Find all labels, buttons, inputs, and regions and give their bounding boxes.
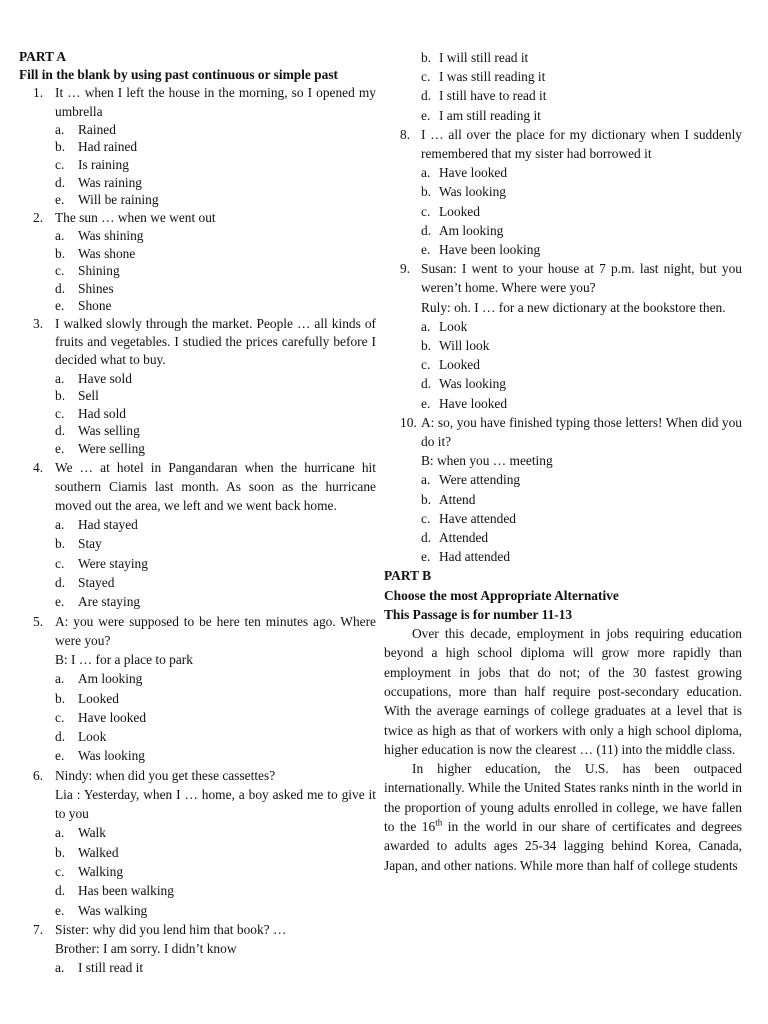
ordinal-superscript: th bbox=[435, 817, 443, 828]
option-text: Was shining bbox=[78, 227, 144, 243]
option-letter: a. bbox=[55, 227, 65, 243]
answer-option[interactable] bbox=[19, 405, 376, 423]
question-number: 2. bbox=[33, 209, 44, 225]
answer-option[interactable] bbox=[19, 121, 376, 139]
question-3 bbox=[19, 315, 376, 370]
question-text: The sun … when we went out bbox=[55, 209, 216, 225]
answer-option[interactable] bbox=[19, 262, 376, 280]
answer-option[interactable] bbox=[19, 669, 376, 688]
option-letter: d. bbox=[55, 575, 66, 591]
part-b-heading: PART B bbox=[384, 568, 432, 584]
option-text: Am looking bbox=[78, 671, 143, 687]
option-letter: a. bbox=[55, 517, 65, 533]
option-text: Have looked bbox=[439, 395, 508, 411]
option-text: Shining bbox=[78, 263, 120, 279]
left-question-list bbox=[19, 84, 376, 977]
option-letter: b. bbox=[55, 536, 66, 552]
option-text: Have looked bbox=[439, 165, 508, 181]
option-letter: c. bbox=[55, 709, 65, 725]
answer-option[interactable] bbox=[384, 394, 742, 413]
question-text: A: so, you have finished typing those letters! When did you do it? bbox=[421, 414, 742, 450]
question-2 bbox=[19, 209, 376, 227]
answer-option[interactable] bbox=[384, 374, 742, 393]
question-10 bbox=[384, 413, 742, 471]
option-text: Were selling bbox=[78, 440, 145, 456]
question-text: I … all over the place for my dictionary when I suddenly remembered that my sister had borrowed it bbox=[421, 126, 742, 162]
left-column bbox=[19, 48, 376, 978]
answer-option[interactable] bbox=[384, 86, 742, 105]
option-text: Was looking bbox=[439, 376, 506, 392]
question-number: 5. bbox=[33, 613, 44, 629]
option-letter: a. bbox=[421, 318, 431, 334]
option-letter: a. bbox=[55, 671, 65, 687]
question-number: 6. bbox=[33, 767, 44, 783]
option-text: Looked bbox=[439, 203, 480, 219]
question-5 bbox=[19, 612, 376, 670]
option-text: Was looking bbox=[78, 748, 145, 764]
option-text: Were staying bbox=[78, 555, 148, 571]
question-4 bbox=[19, 458, 376, 516]
answer-option[interactable] bbox=[19, 191, 376, 209]
answer-option[interactable] bbox=[19, 958, 376, 977]
option-text: I was still reading it bbox=[439, 69, 546, 85]
answer-option[interactable] bbox=[384, 355, 742, 374]
option-text: Stay bbox=[78, 536, 102, 552]
option-letter: b. bbox=[421, 184, 432, 200]
answer-option[interactable] bbox=[384, 509, 742, 528]
option-letter: b. bbox=[55, 245, 66, 261]
question-text-2: B: when you … meeting bbox=[421, 453, 553, 469]
answer-option[interactable] bbox=[384, 182, 742, 201]
option-text: Looked bbox=[439, 357, 480, 373]
q7-continued-options bbox=[384, 48, 742, 125]
answer-option[interactable] bbox=[19, 370, 376, 388]
right-column bbox=[384, 48, 742, 875]
question-text: A: you were supposed to be here ten minutes ago. Where were you? bbox=[55, 613, 376, 648]
option-text: Rained bbox=[78, 121, 116, 137]
option-letter: d. bbox=[55, 280, 66, 296]
option-text: Was selling bbox=[78, 423, 140, 439]
option-letter: b. bbox=[55, 844, 66, 860]
option-letter: d. bbox=[421, 88, 432, 104]
question-1 bbox=[19, 84, 376, 120]
question-9 bbox=[384, 259, 742, 317]
answer-option[interactable] bbox=[384, 221, 742, 240]
option-letter: e. bbox=[55, 748, 65, 764]
question-text: It … when I left the house in the morning, so I opened my umbrella bbox=[55, 85, 376, 119]
option-letter: c. bbox=[55, 263, 65, 279]
option-letter: a. bbox=[55, 370, 65, 386]
option-letter: e. bbox=[55, 298, 65, 314]
answer-option[interactable] bbox=[384, 106, 742, 125]
option-letter: b. bbox=[421, 338, 432, 354]
option-text: Have sold bbox=[78, 370, 132, 386]
option-letter: d. bbox=[55, 174, 66, 190]
option-text: Will be raining bbox=[78, 192, 159, 208]
option-text: Looked bbox=[78, 690, 119, 706]
answer-option[interactable] bbox=[19, 901, 376, 920]
option-letter: d. bbox=[421, 376, 432, 392]
question-number: 8. bbox=[400, 126, 411, 142]
option-letter: c. bbox=[421, 69, 431, 85]
answer-option[interactable] bbox=[19, 746, 376, 765]
option-letter: d. bbox=[55, 729, 66, 745]
answer-option[interactable] bbox=[19, 534, 376, 553]
option-letter: c. bbox=[55, 863, 65, 879]
question-text: We … at hotel in Pangandaran when the hurricane hit southern Ciamis last month. As soon as the hurricane moved out the area, we left and we went back home. bbox=[55, 459, 376, 513]
answer-option[interactable] bbox=[19, 727, 376, 746]
question-text: Nindy: when did you get these cassettes? bbox=[55, 767, 276, 783]
right-question-list bbox=[384, 125, 742, 567]
option-letter: d. bbox=[55, 423, 66, 439]
option-letter: e. bbox=[55, 440, 65, 456]
paragraph-2-part-b: in the world in our share of certificates and degrees awarded to adults ages 25-34 lagging behind Korea, Canada, Japan, and other nations. While more than half of college students bbox=[384, 819, 742, 873]
option-letter: a. bbox=[421, 472, 431, 488]
question-text-2: Ruly: oh. I … for a new dictionary at the bookstore then. bbox=[421, 299, 726, 315]
option-letter: a. bbox=[421, 165, 431, 181]
answer-option[interactable] bbox=[19, 174, 376, 192]
answer-option[interactable] bbox=[19, 245, 376, 263]
option-text: Look bbox=[439, 318, 468, 334]
answer-option[interactable] bbox=[19, 554, 376, 573]
option-letter: b. bbox=[421, 50, 432, 65]
answer-option[interactable] bbox=[384, 48, 742, 67]
option-text: I still have to read it bbox=[439, 88, 547, 104]
option-letter: b. bbox=[55, 690, 66, 706]
option-text: Had sold bbox=[78, 405, 126, 421]
answer-option[interactable] bbox=[19, 823, 376, 842]
option-text: Is raining bbox=[78, 157, 129, 172]
answer-option[interactable] bbox=[19, 422, 376, 440]
question-6 bbox=[19, 766, 376, 824]
option-letter: c. bbox=[55, 157, 65, 172]
answer-option[interactable] bbox=[19, 592, 376, 611]
answer-option[interactable] bbox=[384, 547, 742, 566]
question-7 bbox=[19, 920, 376, 958]
answer-option[interactable] bbox=[19, 689, 376, 708]
question-text: Susan: I went to your house at 7 p.m. last night, but you weren’t home. Where were you? bbox=[421, 261, 742, 296]
passage-paragraph-2 bbox=[384, 759, 742, 875]
option-text: I am still reading it bbox=[439, 107, 541, 123]
answer-option[interactable] bbox=[19, 843, 376, 862]
option-letter: e. bbox=[421, 242, 431, 258]
option-text: Will look bbox=[439, 338, 490, 354]
option-letter: c. bbox=[421, 510, 431, 526]
option-text: Attended bbox=[439, 530, 489, 546]
answer-option[interactable] bbox=[19, 138, 376, 156]
answer-option[interactable] bbox=[384, 336, 742, 355]
question-text: Sister: why did you lend him that book? … bbox=[55, 921, 287, 937]
answer-option[interactable] bbox=[19, 440, 376, 458]
passage-label: This Passage is for number 11-13 bbox=[384, 606, 573, 622]
answer-option[interactable] bbox=[384, 528, 742, 547]
option-letter: b. bbox=[55, 388, 66, 404]
answer-option[interactable] bbox=[19, 280, 376, 298]
option-text: Was shone bbox=[78, 245, 136, 261]
option-letter: e. bbox=[55, 192, 65, 208]
question-number: 1. bbox=[33, 85, 44, 101]
question-text-2: B: I … for a place to park bbox=[55, 652, 193, 668]
option-letter: e. bbox=[421, 549, 431, 565]
part-a-heading: PART A bbox=[19, 49, 67, 64]
option-text: I will still read it bbox=[439, 50, 529, 65]
option-text: Are staying bbox=[78, 594, 141, 610]
answer-option[interactable] bbox=[19, 387, 376, 405]
paragraph-2-part-a: In higher education, the U.S. has been outpaced internationally. While the United States ranks ninth in the world in the proportion of young adults enrolled in college, we have fallen to the 16 bbox=[384, 761, 742, 835]
passage-paragraph-1: Over this decade, employment in jobs requiring education beyond a high school diploma will grow more rapidly than employment in jobs that do not; of the 30 fastest growing occupations, more than half require post-secondary education. With the average earnings of college graduates at a level that is twice as high as that of workers with only a high school diploma, higher education is now the clearest … (11) into the middle class. bbox=[384, 626, 742, 757]
question-text-2: Lia : Yesterday, when I … home, a boy asked me to give it to you bbox=[55, 786, 376, 822]
option-text: I still read it bbox=[78, 960, 144, 976]
question-number: 10. bbox=[400, 414, 417, 430]
answer-option[interactable] bbox=[384, 317, 742, 336]
option-text: Had rained bbox=[78, 139, 138, 155]
answer-option[interactable] bbox=[19, 515, 376, 534]
option-letter: b. bbox=[55, 139, 66, 155]
option-letter: d. bbox=[421, 530, 432, 546]
answer-option[interactable] bbox=[384, 202, 742, 221]
part-b-instruction: Choose the most Appropriate Alternative bbox=[384, 587, 619, 603]
option-text: Am looking bbox=[439, 222, 504, 238]
option-letter: c. bbox=[421, 203, 431, 219]
option-letter: c. bbox=[55, 405, 65, 421]
option-text: Walking bbox=[78, 863, 124, 879]
question-number: 9. bbox=[400, 261, 411, 277]
option-text: Stayed bbox=[78, 575, 115, 591]
answer-option[interactable] bbox=[384, 67, 742, 86]
answer-option[interactable] bbox=[19, 297, 376, 315]
answer-option[interactable] bbox=[19, 573, 376, 592]
answer-option[interactable] bbox=[19, 708, 376, 727]
part-a-instruction: Fill in the blank by using past continuous or simple past bbox=[19, 67, 338, 83]
option-text: Shone bbox=[78, 298, 112, 314]
option-text: Have looked bbox=[78, 709, 147, 725]
option-text: Attend bbox=[439, 491, 476, 507]
answer-option[interactable] bbox=[384, 240, 742, 259]
option-letter: e. bbox=[55, 594, 65, 610]
option-letter: d. bbox=[421, 222, 432, 238]
option-text: Had stayed bbox=[78, 517, 138, 533]
option-letter: c. bbox=[55, 555, 65, 571]
option-letter: c. bbox=[421, 357, 431, 373]
question-8 bbox=[384, 125, 742, 163]
option-letter: e. bbox=[421, 107, 431, 123]
answer-option[interactable] bbox=[19, 862, 376, 881]
question-text: I walked slowly through the market. People … all kinds of fruits and vegetables. I studied the prices carefully before I decided what to buy. bbox=[55, 315, 376, 368]
option-letter: a. bbox=[55, 121, 65, 137]
option-text: Have been looking bbox=[439, 242, 541, 258]
option-text: Has been walking bbox=[78, 883, 174, 899]
option-letter: a. bbox=[55, 960, 65, 976]
option-text: Were attending bbox=[439, 472, 521, 488]
option-text: Was walking bbox=[78, 902, 148, 918]
answer-option[interactable] bbox=[384, 163, 742, 182]
answer-option[interactable] bbox=[384, 470, 742, 489]
answer-option[interactable] bbox=[19, 227, 376, 245]
option-text: Walk bbox=[78, 825, 106, 841]
option-text: Sell bbox=[78, 388, 99, 404]
answer-option[interactable] bbox=[19, 156, 376, 174]
question-number: 7. bbox=[33, 921, 44, 937]
option-text: Was raining bbox=[78, 174, 142, 190]
option-letter: e. bbox=[421, 395, 431, 411]
option-text: Had attended bbox=[439, 549, 511, 565]
option-letter: a. bbox=[55, 825, 65, 841]
option-text: Walked bbox=[78, 844, 119, 860]
question-number: 3. bbox=[33, 315, 44, 331]
option-text: Shines bbox=[78, 280, 114, 296]
question-number: 4. bbox=[33, 459, 44, 475]
option-letter: e. bbox=[55, 902, 65, 918]
option-letter: d. bbox=[55, 883, 66, 899]
option-text: Look bbox=[78, 729, 107, 745]
answer-option[interactable] bbox=[384, 490, 742, 509]
option-text: Was looking bbox=[439, 184, 506, 200]
answer-option[interactable] bbox=[19, 881, 376, 900]
option-text: Have attended bbox=[439, 510, 516, 526]
question-text-2: Brother: I am sorry. I didn’t know bbox=[55, 941, 237, 957]
option-letter: b. bbox=[421, 491, 432, 507]
